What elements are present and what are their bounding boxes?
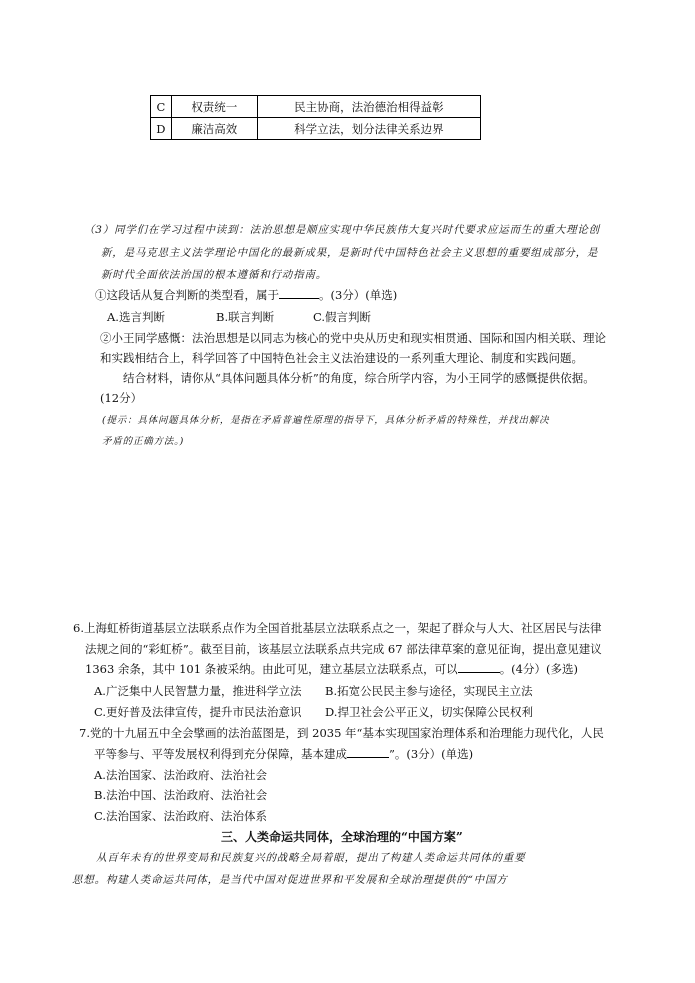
q6-option-a: A.广泛集中人民智慧力量，推进科学立法 xyxy=(94,684,302,698)
row-principle: 廉洁高效 xyxy=(171,118,257,140)
q7-line2-text: 平等参与、平等发展权利得到充分保障，基本建成 xyxy=(94,747,347,761)
q6-option-c: C.更好普及法律宣传，提升市民法治意识 xyxy=(94,705,302,719)
section3-title: 三、人类命运共同体，全球治理的“中国方案” xyxy=(221,830,463,844)
q6-line3-text: 1363 余条，其中 101 条被采纳。由此可见，建立基层立法联系点，可以 xyxy=(85,662,458,676)
q7-option-c: C.法治国家、法治政府、法治体系 xyxy=(94,809,268,823)
q3-sub2-line2: 和实践相结合上，科学回答了中国特色社会主义法治建设的一系列重大理论、制度和实践问题。 xyxy=(100,351,583,365)
q6-line3 xyxy=(85,661,578,677)
row-principle: 权责统一 xyxy=(171,96,257,118)
q3-hint-line1: (提示：具体问题具体分析，是指在矛盾普遍性原理的指导下，具体分析矛盾的特殊性，并找出解决 xyxy=(102,415,550,426)
table-row xyxy=(151,96,481,118)
q6-line3-tail: 。(4分）(多选) xyxy=(499,662,578,676)
q3-sub1-tail: 。(3分）(单选) xyxy=(319,288,398,302)
q6-option-b: B.拓宽公民民主参与途径，实现民主立法 xyxy=(325,684,533,698)
q3-sub1-text: ①这段话从复合判断的类型看，属于 xyxy=(95,288,279,302)
row-letter: D xyxy=(151,118,172,140)
section3-para-line2: 思想。构建人类命运共同体，是当代中国对促进世界和平发展和全球治理提供的“中国方 xyxy=(72,874,508,886)
q7-line1: 7.党的十九届五中全会擘画的法治蓝图是，到 2035 年“基本实现国家治理体系和治理能力现代化，人民 xyxy=(79,726,604,740)
q3-sub1 xyxy=(95,287,397,303)
q3-sub2-score: (12分） xyxy=(100,391,143,405)
table-row xyxy=(151,118,481,140)
q3-option-c: C.假言判断 xyxy=(313,310,372,324)
section3-para-line1: 从百年未有的世界变局和民族复兴的战略全局着眼，提出了构建人类命运共同体的重要 xyxy=(96,852,526,864)
q3-intro-line3: 新时代全面依法治国的根本遵循和行动指南。 xyxy=(101,269,327,281)
answer-blank[interactable] xyxy=(279,288,319,299)
q6-option-d: D.捍卫社会公平正义，切实保障公民权利 xyxy=(325,705,533,719)
q3-option-a: A.选言判断 xyxy=(107,310,165,324)
q7-option-b: B.法治中国、法治政府、法治社会 xyxy=(94,788,268,802)
row-letter: C xyxy=(151,96,172,118)
q3-intro-line2: 新，是马克思主义法学理论中国化的最新成果，是新时代中国特色社会主义思想的重要组成部分，是 xyxy=(101,247,599,259)
q7-option-a: A.法治国家、法治政府、法治社会 xyxy=(94,768,267,782)
q3-sub2-line1: ②小王同学感慨：法治思想是以同志为核心的党中央从历史和现实相贯通、国际和国内相关联、理论 xyxy=(100,331,606,345)
q7-line2-tail: ”。(3分）(单选) xyxy=(389,747,474,761)
q3-intro-line1: （3）同学们在学习过程中读到：法治思想是顺应实现中华民族伟大复兴时代要求应运而生的重大理论创 xyxy=(84,224,600,236)
answer-blank[interactable] xyxy=(458,662,500,673)
q3-hint-line2: 矛盾的正确方法。) xyxy=(102,436,185,447)
q3-option-b: B.联言判断 xyxy=(216,310,275,324)
q6-line1: 6.上海虹桥街道基层立法联系点作为全国首批基层立法联系点之一，架起了群众与人大、社区居民与法律 xyxy=(73,621,602,635)
q7-line2 xyxy=(94,746,473,762)
q3-sub2-line3: 结合材料，请你从“具体问题具体分析”的角度，综合所学内容，为小王同学的感慨提供依据。 xyxy=(123,371,595,385)
q6-line2: 法规之间的“彩虹桥”。截至目前，该基层立法联系点共完成 67 部法律草案的意见征询，提出意见建议 xyxy=(85,642,602,656)
answer-blank[interactable] xyxy=(347,747,389,758)
row-description: 民主协商，法治德治相得益彰 xyxy=(257,96,480,118)
row-description: 科学立法，划分法律关系边界 xyxy=(257,118,480,140)
options-table xyxy=(150,95,481,140)
